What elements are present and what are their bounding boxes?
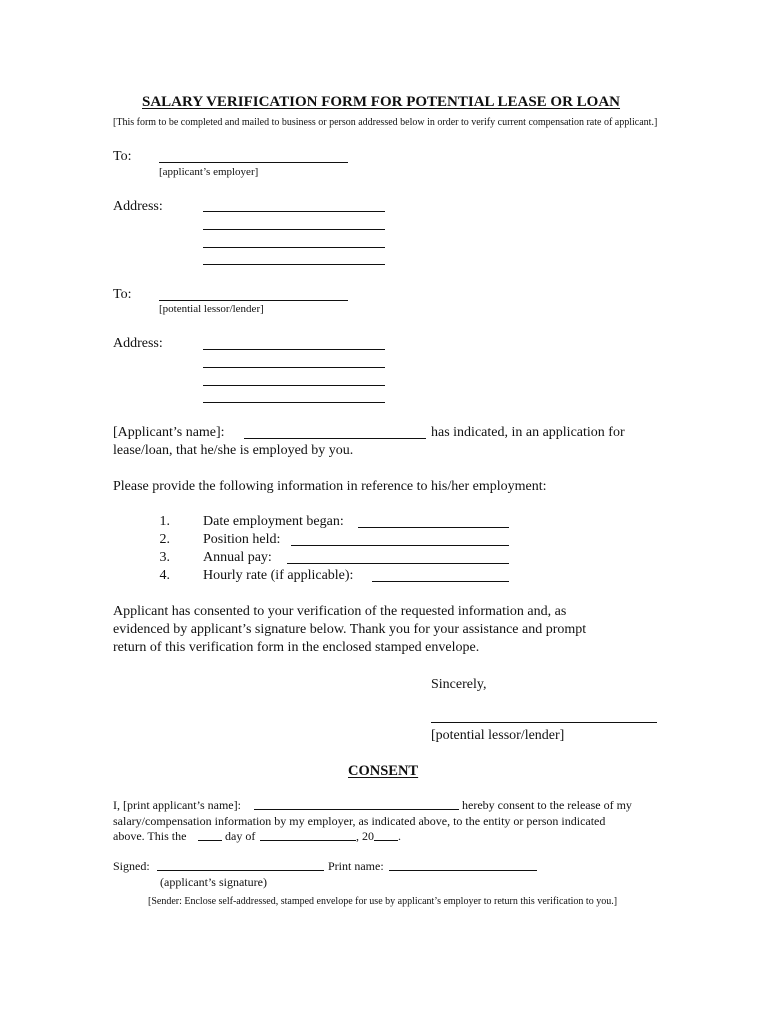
applicant-name-line[interactable] <box>244 438 426 439</box>
lessor-address-line-2[interactable] <box>203 367 385 368</box>
sincerely-text: Sincerely, <box>431 677 487 692</box>
consent-line2: salary/compensation information by my employer, as indicated above, to the entity or person indicated <box>113 814 606 828</box>
item-number-4: 4. <box>159 568 170 583</box>
item-label-date-began: Date employment began: <box>203 514 344 529</box>
lessor-address-line-1[interactable] <box>203 349 385 350</box>
signed-label: Signed: <box>113 859 150 873</box>
print-name-label: Print name: <box>328 859 384 873</box>
year-line[interactable] <box>374 840 398 841</box>
position-held-line[interactable] <box>291 545 509 546</box>
lessor-signature-line[interactable] <box>431 722 657 723</box>
consent-title: CONSENT <box>348 763 419 779</box>
item-number-1: 1. <box>159 514 170 529</box>
item-label-position: Position held: <box>203 532 281 547</box>
applicant-name-label: [Applicant’s name]: <box>113 425 225 440</box>
consent-line3-d: . <box>398 829 401 843</box>
item-label-annual-pay: Annual pay: <box>203 550 272 565</box>
consent-line1-prefix: I, [print applicant’s name]: <box>113 798 241 812</box>
print-name-line[interactable] <box>389 870 537 871</box>
employer-address-line-2[interactable] <box>203 229 385 230</box>
month-line[interactable] <box>260 840 356 841</box>
item-label-hourly-rate: Hourly rate (if applicable): <box>203 568 354 583</box>
consent-line3-b: day of <box>225 829 256 843</box>
signature-caption: (applicant’s signature) <box>160 875 267 889</box>
to-lessor-label: To: <box>113 287 132 302</box>
lessor-address-line-4[interactable] <box>203 402 385 403</box>
applicant-statement-end: has indicated, in an application for <box>431 425 625 440</box>
consent-line3-c: , 20 <box>356 829 374 843</box>
date-began-line[interactable] <box>358 527 509 528</box>
consent-line1-suffix: hereby consent to the release of my <box>462 798 632 812</box>
form-instruction: [This form to be completed and mailed to business or person addressed below in order to verify current compensation rate of applicant.] <box>113 117 658 128</box>
employer-name-line[interactable] <box>159 162 348 163</box>
print-applicant-name-line[interactable] <box>254 809 459 810</box>
lessor-name-line[interactable] <box>159 300 348 301</box>
consent-paragraph-line-2: evidenced by applicant’s signature below. Thank you for your assistance and prompt <box>113 622 587 637</box>
lessor-address-label: Address: <box>113 336 163 351</box>
request-intro: Please provide the following information in reference to his/her employment: <box>113 479 547 494</box>
item-number-2: 2. <box>159 532 170 547</box>
form-title: SALARY VERIFICATION FORM FOR POTENTIAL LEASE OR LOAN <box>142 94 621 110</box>
annual-pay-line[interactable] <box>287 563 509 564</box>
to-employer-label: To: <box>113 149 132 164</box>
employer-address-line-3[interactable] <box>203 247 385 248</box>
employer-address-label: Address: <box>113 199 163 214</box>
consent-paragraph-line-3: return of this verification form in the enclosed stamped envelope. <box>113 640 480 655</box>
hourly-rate-line[interactable] <box>372 581 509 582</box>
consent-line3-a: above. This the <box>113 829 187 843</box>
lessor-caption: [potential lessor/lender] <box>159 303 264 315</box>
consent-paragraph-line-1: Applicant has consented to your verification of the requested information and, as <box>113 604 567 619</box>
signer-caption: [potential lessor/lender] <box>431 728 565 743</box>
applicant-statement-line2: lease/loan, that he/she is employed by you. <box>113 443 354 458</box>
employer-address-line-1[interactable] <box>203 211 385 212</box>
employer-caption: [applicant’s employer] <box>159 166 259 178</box>
day-line[interactable] <box>198 840 222 841</box>
sender-note: [Sender: Enclose self-addressed, stamped envelope for use by applicant’s employer to return this verification to you.] <box>148 896 618 907</box>
item-number-3: 3. <box>159 550 170 565</box>
employer-address-line-4[interactable] <box>203 264 385 265</box>
lessor-address-line-3[interactable] <box>203 385 385 386</box>
applicant-signature-line[interactable] <box>157 870 324 871</box>
